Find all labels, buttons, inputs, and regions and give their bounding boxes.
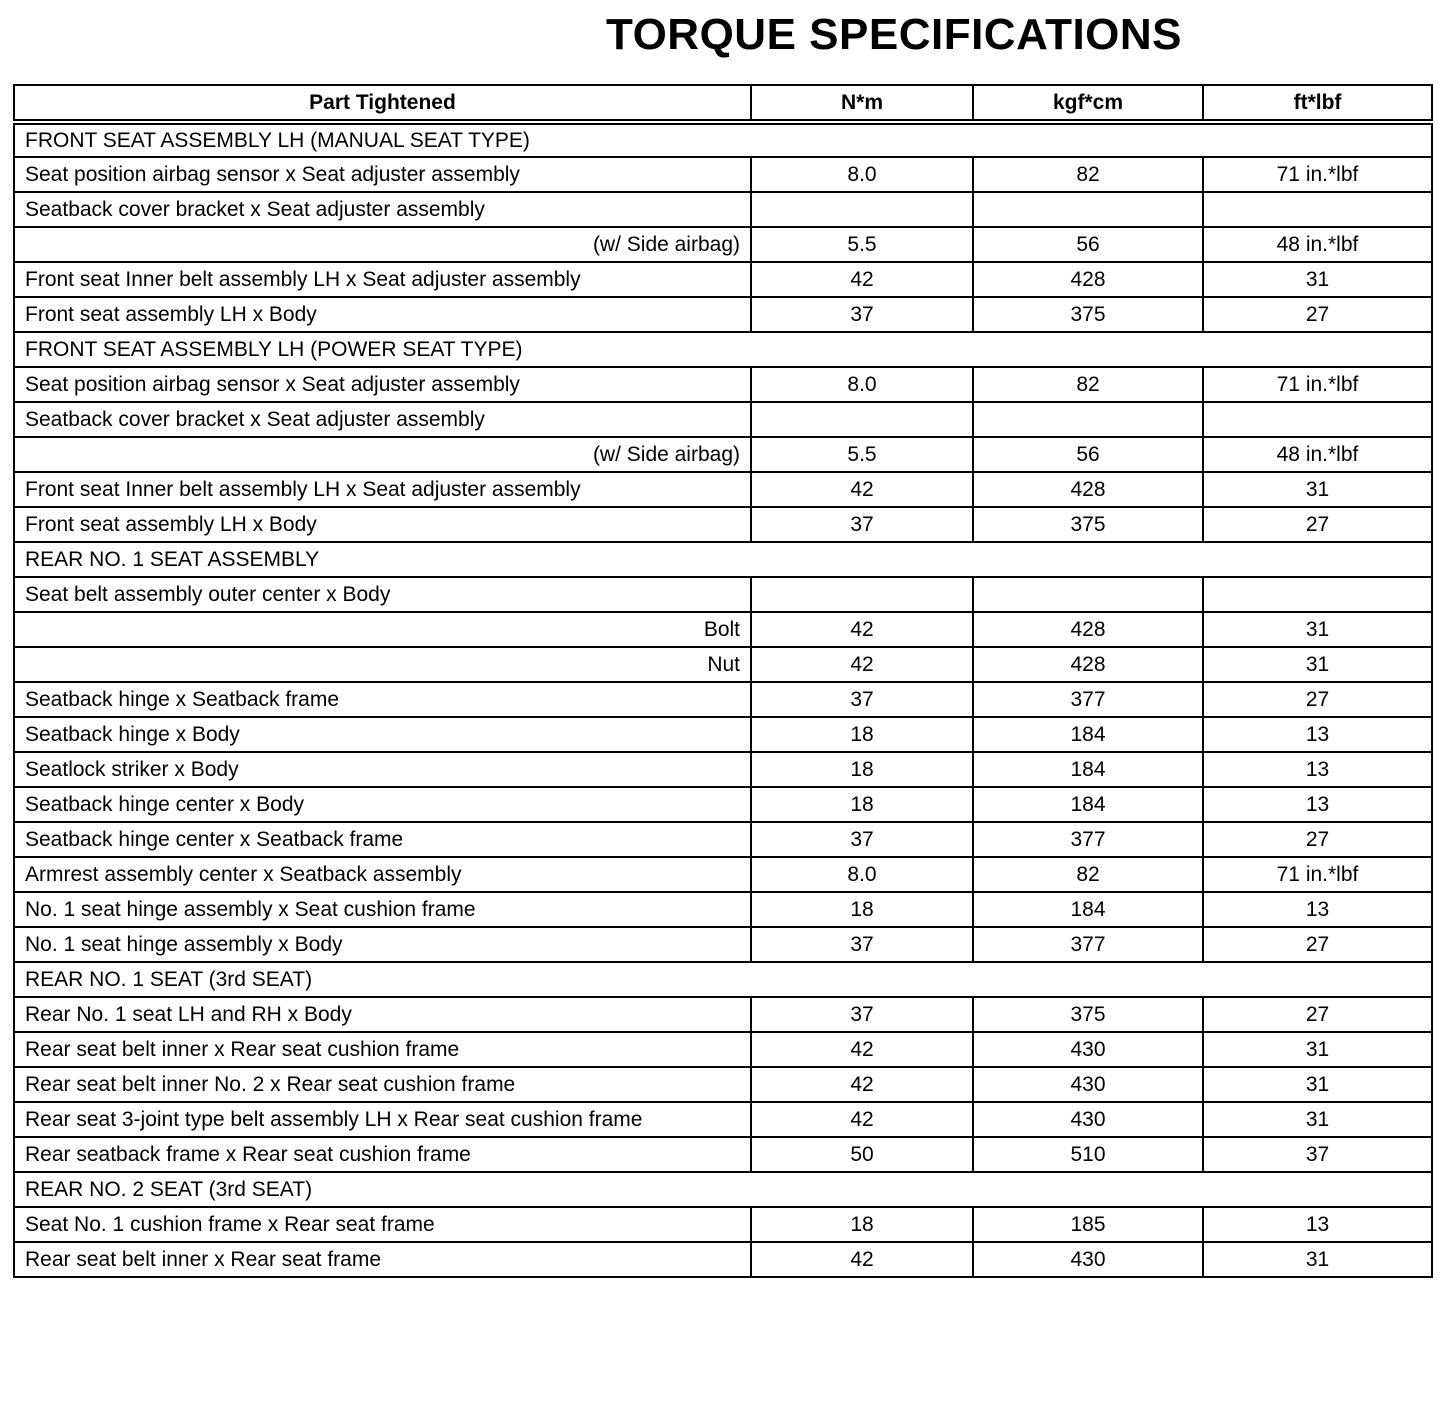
part-cell: Seat position airbag sensor x Seat adjuster assembly (14, 367, 751, 402)
kgf-cm-cell: 428 (973, 262, 1203, 297)
section-row (14, 332, 1432, 367)
kgf-cm-cell: 184 (973, 787, 1203, 822)
kgf-cm-cell: 428 (973, 612, 1203, 647)
nm-cell (751, 192, 973, 227)
kgf-cm-cell: 430 (973, 1102, 1203, 1137)
nm-cell: 42 (751, 647, 973, 682)
table-subrow (14, 437, 1432, 472)
ft-lbf-cell: 31 (1203, 647, 1432, 682)
nm-cell: 18 (751, 717, 973, 752)
kgf-cm-cell: 377 (973, 927, 1203, 962)
ft-lbf-cell: 31 (1203, 1102, 1432, 1137)
page-title: TORQUE SPECIFICATIONS (606, 10, 1183, 59)
part-cell: Rear seat 3-joint type belt assembly LH x Rear seat cushion frame (14, 1102, 751, 1137)
table-row (14, 892, 1432, 927)
kgf-cm-cell: 184 (973, 752, 1203, 787)
torque-spec-table (13, 84, 1433, 1278)
kgf-cm-cell: 82 (973, 157, 1203, 192)
table-row (14, 577, 1432, 612)
kgf-cm-cell: 82 (973, 367, 1203, 402)
kgf-cm-cell: 375 (973, 297, 1203, 332)
ft-lbf-cell (1203, 192, 1432, 227)
section-label: FRONT SEAT ASSEMBLY LH (MANUAL SEAT TYPE) (14, 122, 1432, 157)
ft-lbf-cell: 27 (1203, 822, 1432, 857)
nm-cell: 37 (751, 682, 973, 717)
part-cell: Rear No. 1 seat LH and RH x Body (14, 997, 751, 1032)
table-row (14, 1032, 1432, 1067)
kgf-cm-cell: 510 (973, 1137, 1203, 1172)
table-row (14, 787, 1432, 822)
nm-cell: 42 (751, 612, 973, 647)
kgf-cm-cell (973, 192, 1203, 227)
kgf-cm-cell: 430 (973, 1032, 1203, 1067)
nm-cell: 5.5 (751, 227, 973, 262)
ft-lbf-cell: 31 (1203, 1242, 1432, 1277)
section-label: FRONT SEAT ASSEMBLY LH (POWER SEAT TYPE) (14, 332, 1432, 367)
part-cell: (w/ Side airbag) (14, 437, 751, 472)
table-row (14, 857, 1432, 892)
section-label: REAR NO. 1 SEAT (3rd SEAT) (14, 962, 1432, 997)
ft-lbf-cell: 13 (1203, 752, 1432, 787)
part-cell: Seat No. 1 cushion frame x Rear seat frame (14, 1207, 751, 1242)
nm-cell: 37 (751, 927, 973, 962)
section-row (14, 122, 1432, 157)
section-row (14, 1172, 1432, 1207)
table-body (14, 122, 1432, 1277)
nm-cell: 42 (751, 472, 973, 507)
nm-cell: 37 (751, 997, 973, 1032)
kgf-cm-cell: 430 (973, 1067, 1203, 1102)
table-row (14, 1207, 1432, 1242)
ft-lbf-cell: 31 (1203, 1032, 1432, 1067)
nm-cell: 8.0 (751, 157, 973, 192)
ft-lbf-cell: 71 in.*lbf (1203, 857, 1432, 892)
nm-cell: 5.5 (751, 437, 973, 472)
part-cell: Rear seat belt inner No. 2 x Rear seat cushion frame (14, 1067, 751, 1102)
ft-lbf-cell (1203, 402, 1432, 437)
nm-cell: 42 (751, 1102, 973, 1137)
kgf-cm-cell: 430 (973, 1242, 1203, 1277)
table-row (14, 1242, 1432, 1277)
nm-cell: 42 (751, 1067, 973, 1102)
kgf-cm-cell: 184 (973, 717, 1203, 752)
part-cell: Front seat assembly LH x Body (14, 507, 751, 542)
nm-cell: 8.0 (751, 857, 973, 892)
nm-cell: 50 (751, 1137, 973, 1172)
kgf-cm-cell: 377 (973, 682, 1203, 717)
table-row (14, 507, 1432, 542)
nm-cell: 8.0 (751, 367, 973, 402)
section-row (14, 962, 1432, 997)
section-row (14, 542, 1432, 577)
ft-lbf-cell: 13 (1203, 1207, 1432, 1242)
part-cell: Seatback hinge center x Seatback frame (14, 822, 751, 857)
part-cell: Front seat Inner belt assembly LH x Seat adjuster assembly (14, 472, 751, 507)
header-nm: N*m (751, 85, 973, 122)
nm-cell: 18 (751, 1207, 973, 1242)
kgf-cm-cell: 428 (973, 647, 1203, 682)
table-row (14, 752, 1432, 787)
part-cell: Armrest assembly center x Seatback assembly (14, 857, 751, 892)
table-subrow (14, 227, 1432, 262)
table-row (14, 1102, 1432, 1137)
table-row (14, 472, 1432, 507)
part-cell: Seatback hinge x Body (14, 717, 751, 752)
table-row (14, 402, 1432, 437)
ft-lbf-cell: 27 (1203, 507, 1432, 542)
part-cell: Rear seatback frame x Rear seat cushion frame (14, 1137, 751, 1172)
nm-cell: 42 (751, 1032, 973, 1067)
table-row (14, 717, 1432, 752)
table-row (14, 822, 1432, 857)
table-header-row (14, 85, 1432, 122)
kgf-cm-cell: 375 (973, 997, 1203, 1032)
part-cell: Seat position airbag sensor x Seat adjuster assembly (14, 157, 751, 192)
kgf-cm-cell: 56 (973, 227, 1203, 262)
kgf-cm-cell: 184 (973, 892, 1203, 927)
header-part-tightened: Part Tightened (14, 85, 751, 122)
ft-lbf-cell: 13 (1203, 892, 1432, 927)
ft-lbf-cell: 48 in.*lbf (1203, 437, 1432, 472)
nm-cell: 37 (751, 507, 973, 542)
part-cell: Nut (14, 647, 751, 682)
ft-lbf-cell (1203, 577, 1432, 612)
nm-cell: 18 (751, 787, 973, 822)
part-cell: Seat belt assembly outer center x Body (14, 577, 751, 612)
kgf-cm-cell: 185 (973, 1207, 1203, 1242)
part-cell: Front seat Inner belt assembly LH x Seat adjuster assembly (14, 262, 751, 297)
kgf-cm-cell: 428 (973, 472, 1203, 507)
section-label: REAR NO. 2 SEAT (3rd SEAT) (14, 1172, 1432, 1207)
part-cell: No. 1 seat hinge assembly x Seat cushion frame (14, 892, 751, 927)
kgf-cm-cell: 56 (973, 437, 1203, 472)
section-label: REAR NO. 1 SEAT ASSEMBLY (14, 542, 1432, 577)
ft-lbf-cell: 31 (1203, 1067, 1432, 1102)
kgf-cm-cell: 375 (973, 507, 1203, 542)
nm-cell: 42 (751, 262, 973, 297)
part-cell: Seatback hinge x Seatback frame (14, 682, 751, 717)
nm-cell (751, 577, 973, 612)
ft-lbf-cell: 27 (1203, 997, 1432, 1032)
nm-cell: 37 (751, 822, 973, 857)
table-row (14, 297, 1432, 332)
nm-cell (751, 402, 973, 437)
table-row (14, 927, 1432, 962)
ft-lbf-cell: 27 (1203, 682, 1432, 717)
ft-lbf-cell: 37 (1203, 1137, 1432, 1172)
nm-cell: 18 (751, 752, 973, 787)
kgf-cm-cell: 377 (973, 822, 1203, 857)
part-cell: Seatback cover bracket x Seat adjuster assembly (14, 192, 751, 227)
part-cell: Front seat assembly LH x Body (14, 297, 751, 332)
kgf-cm-cell (973, 402, 1203, 437)
table-row (14, 1137, 1432, 1172)
ft-lbf-cell: 31 (1203, 472, 1432, 507)
ft-lbf-cell: 13 (1203, 717, 1432, 752)
kgf-cm-cell: 82 (973, 857, 1203, 892)
ft-lbf-cell: 13 (1203, 787, 1432, 822)
nm-cell: 42 (751, 1242, 973, 1277)
table-row (14, 997, 1432, 1032)
part-cell: No. 1 seat hinge assembly x Body (14, 927, 751, 962)
part-cell: Bolt (14, 612, 751, 647)
header-kgf-cm: kgf*cm (973, 85, 1203, 122)
ft-lbf-cell: 27 (1203, 297, 1432, 332)
table-subrow (14, 612, 1432, 647)
table-row (14, 157, 1432, 192)
ft-lbf-cell: 31 (1203, 612, 1432, 647)
ft-lbf-cell: 71 in.*lbf (1203, 367, 1432, 402)
ft-lbf-cell: 31 (1203, 262, 1432, 297)
part-cell: Seatlock striker x Body (14, 752, 751, 787)
ft-lbf-cell: 71 in.*lbf (1203, 157, 1432, 192)
kgf-cm-cell (973, 577, 1203, 612)
part-cell: Rear seat belt inner x Rear seat frame (14, 1242, 751, 1277)
table-row (14, 367, 1432, 402)
table-subrow (14, 647, 1432, 682)
table-row (14, 682, 1432, 717)
part-cell: (w/ Side airbag) (14, 227, 751, 262)
ft-lbf-cell: 48 in.*lbf (1203, 227, 1432, 262)
nm-cell: 18 (751, 892, 973, 927)
part-cell: Rear seat belt inner x Rear seat cushion frame (14, 1032, 751, 1067)
part-cell: Seatback hinge center x Body (14, 787, 751, 822)
part-cell: Seatback cover bracket x Seat adjuster assembly (14, 402, 751, 437)
table-row (14, 1067, 1432, 1102)
header-ft-lbf: ft*lbf (1203, 85, 1432, 122)
ft-lbf-cell: 27 (1203, 927, 1432, 962)
table-row (14, 192, 1432, 227)
table-row (14, 262, 1432, 297)
nm-cell: 37 (751, 297, 973, 332)
